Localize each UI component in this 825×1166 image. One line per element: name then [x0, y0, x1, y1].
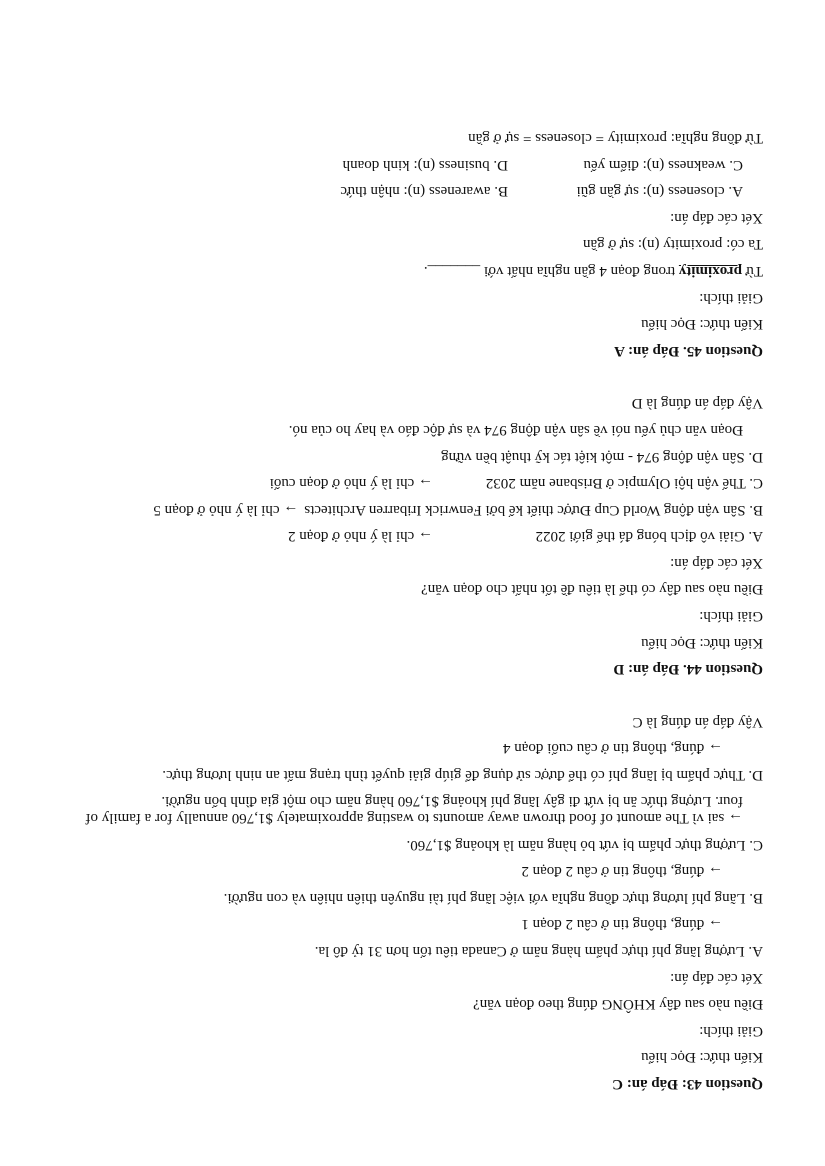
q43-conclusion: Vậy đáp án đúng là C: [632, 713, 763, 730]
q43-explain-label: Giải thích:: [699, 1022, 763, 1039]
q43-option-c-note: → sai vì The amount of food thrown away amounts to wasting approximately $1,760 annually for a family of four. Lượng thức ăn bị vứt đi gây lãng phí khoảng $1,760 hàng năm cho một gia đình bốn người.: [85, 793, 743, 827]
q45-question: [67, 257, 763, 284]
q43-question: Điều nào sau đây KHÔNG đúng theo đoạn văn?: [473, 996, 763, 1013]
q44-option-c-note: → chỉ là ý nhỏ ở đoạn cuối: [269, 475, 433, 492]
q43-option-a: A. Lượng lãng phí thực phẩm hàng năm ở Canada tiêu tốn hơn 31 tỷ đô la.: [314, 943, 763, 960]
q45-option-c: C. weakness (n): điểm yếu: [583, 156, 743, 173]
q43-option-b-note: → đúng, thông tin ở câu 2 đoạn 2: [521, 863, 723, 880]
q44-option-b-row: [67, 496, 763, 523]
q45-question-prefix: Từ: [741, 262, 763, 279]
q44-explain-label: Giải thích:: [699, 608, 763, 625]
q45-options-row-1: [67, 178, 763, 205]
q44-knowledge: Kiến thức: Đọc hiểu: [641, 634, 763, 651]
section-gap: [67, 682, 763, 708]
q43-option-d-note: → đúng, thông tin ở câu cuối đoạn 4: [503, 740, 723, 757]
q45-heading: Question 45. Đáp án: A: [614, 342, 763, 359]
q43-heading: Question 43: Đáp án: C: [612, 1076, 763, 1092]
q44-main-idea: Đoạn văn chủ yếu nói về sân vận động 974 và sự độc đáo và hay ho của nó.: [288, 421, 743, 438]
q45-explain-label: Giải thích:: [699, 289, 763, 306]
q45-synonym: Từ đồng nghĩa: proximity = closeness = sự ở gần: [468, 130, 763, 146]
q44-option-c-row: [67, 470, 763, 497]
q44-conclusion: Vậy đáp án đúng là D: [631, 395, 763, 412]
q43-option-c: C. Lượng thực phẩm bị vứt bỏ hàng năm là khoảng $1,760.: [406, 836, 763, 853]
q45-knowledge: Kiến thức: Đọc hiểu: [641, 316, 763, 333]
q45-option-a: A. closeness (n): sự gần gũi: [576, 183, 743, 200]
q44-option-a-row: [67, 523, 763, 550]
q44-option-b: B. Sân vận động World Cup Được thiết kế bởi Fenwrick Iribarren Architects: [304, 501, 763, 518]
q45-options-row-2: [67, 151, 763, 178]
q44-heading: Question 44. Đáp án: D: [613, 661, 763, 678]
q43-option-d: D. Thực phẩm bị lãng phí có thể được sử dụng để giúp giải quyết tình trạng mất an ninh lương thực.: [162, 767, 763, 784]
q45-option-d: D. business (n): kinh doanh: [342, 156, 508, 173]
q44-option-a: A. Giải vô địch bóng đá thế giới 2022: [535, 528, 763, 545]
q44-option-b-note: → chỉ là ý nhỏ ở đoạn 5: [153, 501, 299, 518]
q45-option-b: B. awareness (n): nhận thức: [340, 183, 508, 200]
q44-option-c: C. Thế vận hội Olympic ở Brisbane năm 2032: [485, 475, 763, 492]
q45-question-word: proximity: [678, 262, 742, 279]
q44-review-label: Xét các đáp án:: [670, 554, 763, 571]
q43-review-label: Xét các đáp án:: [670, 969, 763, 986]
q45-question-suffix: trong đoạn 4 gần nghĩa nhất với _______.: [423, 262, 679, 279]
q44-option-d: D. Sân vận động 974 - một kiệt tác kỹ thuật bền vững: [441, 448, 763, 465]
q45-review-label: Xét các đáp án:: [670, 209, 763, 226]
q44-option-a-note: → chỉ là ý nhỏ ở đoạn 2: [288, 528, 433, 545]
q44-question: Điều nào sau đây có thể là tiêu đề tốt nhất cho đoạn văn?: [421, 581, 763, 598]
q43-option-a-note: → đúng, thông tin ở câu 2 đoạn 1: [521, 916, 723, 933]
q45-given: Ta có: proximity (n): sự ở gần: [583, 236, 763, 253]
section-gap: [67, 364, 763, 390]
q43-knowledge: Kiến thức: Đọc hiểu: [641, 1049, 763, 1066]
q43-option-b: B. Lãng phí lương thực đồng nghĩa với việc lãng phí tài nguyên thiên nhiên và con người.: [223, 889, 763, 906]
